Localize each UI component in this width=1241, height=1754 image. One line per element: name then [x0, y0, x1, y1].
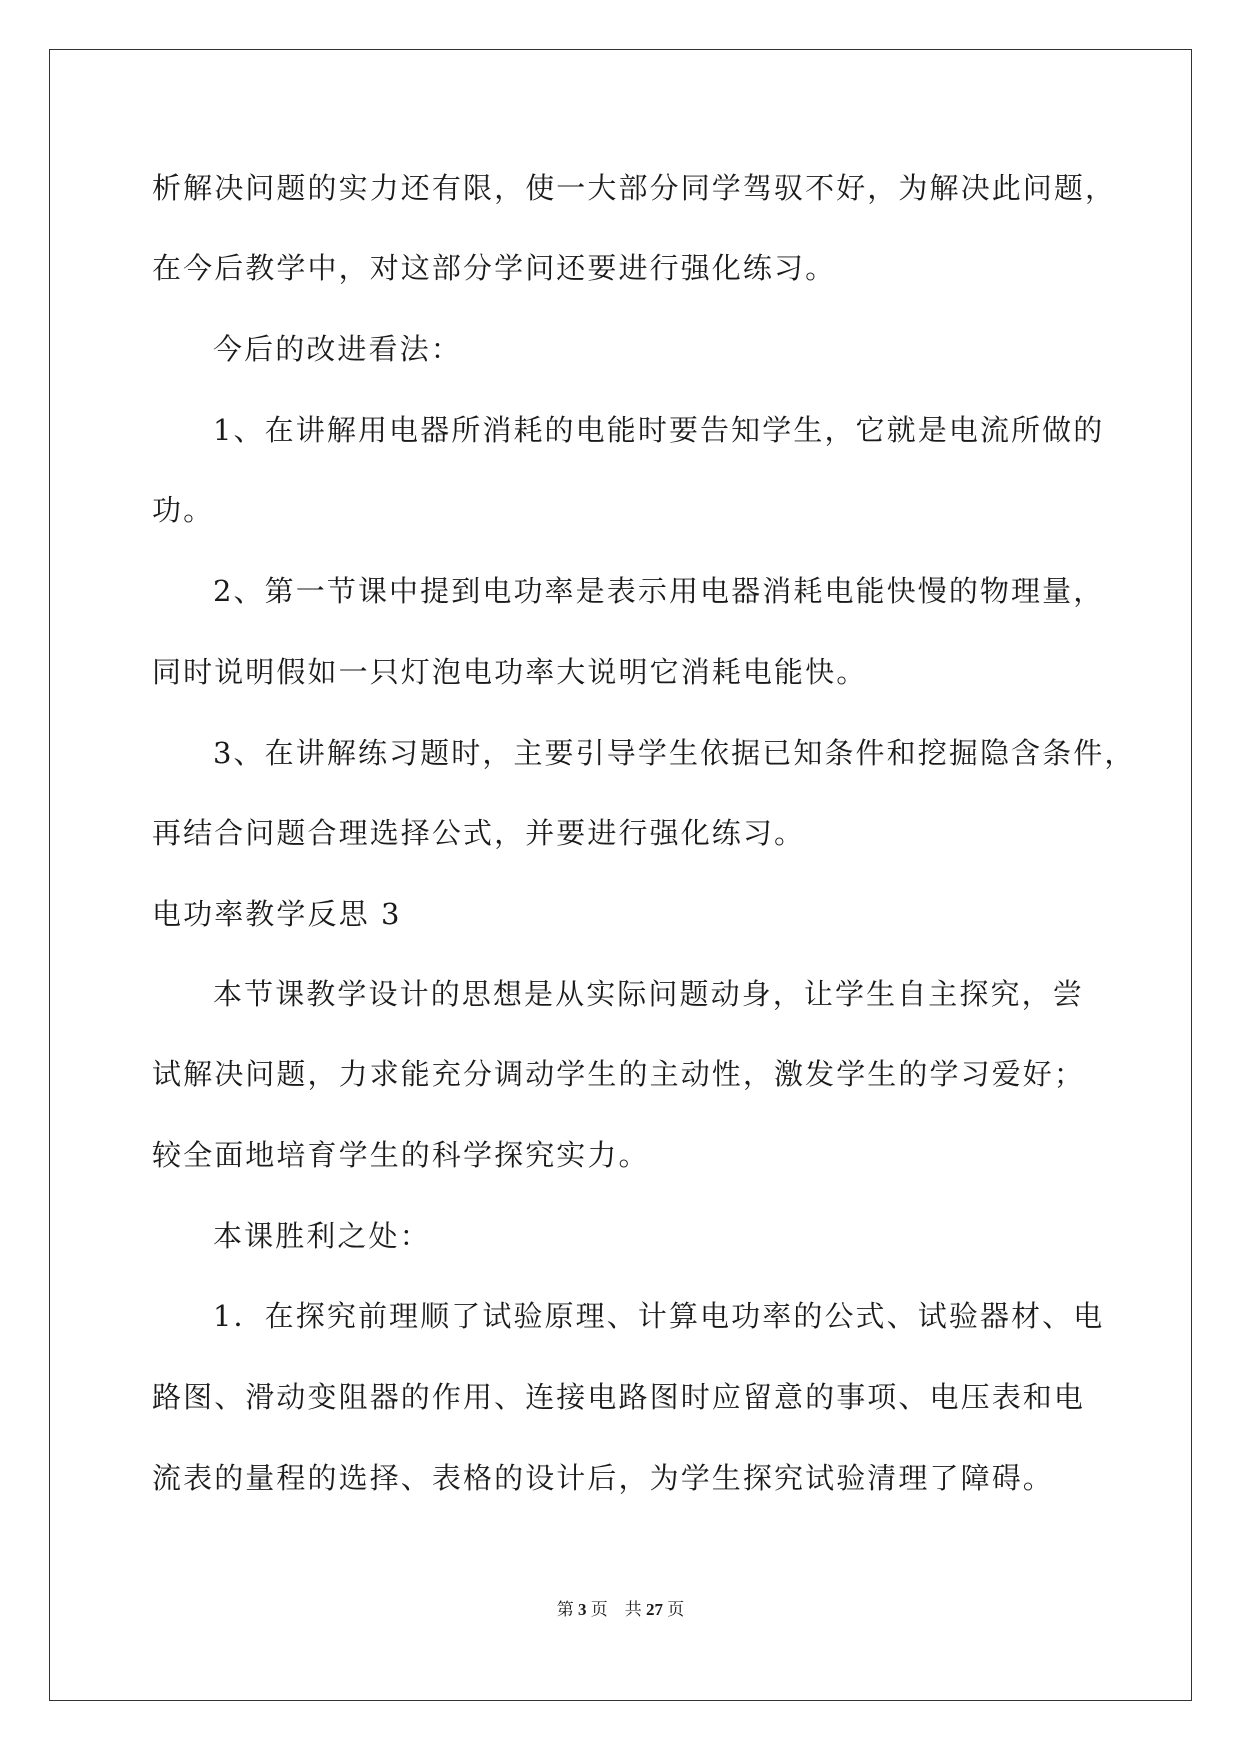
- paragraph-line: 同时说明假如一只灯泡电功率大说明它消耗电能快。: [152, 655, 868, 689]
- paragraph-line: 析解决问题的实力还有限，使一大部分同学驾驭不好，为解决此问题，: [152, 171, 1117, 205]
- footer-total-pages: 27: [646, 1600, 663, 1619]
- footer-page-suffix: 页: [590, 1600, 608, 1619]
- paragraph-line: 本课胜利之处：: [213, 1219, 431, 1253]
- paragraph-line: 流表的量程的选择、表格的设计后，为学生探究试验清理了障碍。: [152, 1461, 1054, 1495]
- footer-total-prefix: 共: [624, 1600, 642, 1619]
- paragraph-line: 路图、滑动变阻器的作用、连接电路图时应留意的事项、电压表和电: [152, 1380, 1086, 1414]
- paragraph-line: 1、在讲解用电器所消耗的电能时要告知学生，它就是电流所做的: [213, 413, 1105, 447]
- section-heading: 电功率教学反思 3: [152, 897, 402, 931]
- footer-page-number: 3: [578, 1600, 587, 1619]
- paragraph-line: 较全面地培育学生的科学探究实力。: [152, 1138, 650, 1172]
- paragraph-line: 3、在讲解练习题时，主要引导学生依据已知条件和挖掘隐含条件，: [213, 736, 1136, 770]
- paragraph-line: 再结合问题合理选择公式，并要进行强化练习。: [152, 816, 806, 850]
- paragraph-line: 功。: [152, 493, 215, 527]
- footer-total-suffix: 页: [667, 1600, 685, 1619]
- page-footer: [0, 1598, 1241, 1622]
- paragraph-line: 本节课教学设计的思想是从实际问题动身，让学生自主探究，尝: [213, 977, 1084, 1011]
- paragraph-line: 2、第一节课中提到电功率是表示用电器消耗电能快慢的物理量，: [213, 574, 1105, 608]
- footer-page-prefix: 第: [556, 1600, 574, 1619]
- paragraph-line: 试解决问题，力求能充分调动学生的主动性，激发学生的学习爱好；: [152, 1057, 1086, 1091]
- paragraph-line: 在今后教学中，对这部分学问还要进行强化练习。: [152, 251, 837, 285]
- paragraph-line: 今后的改进看法：: [213, 332, 462, 366]
- paragraph-line: 1．在探究前理顺了试验原理、计算电功率的公式、试验器材、电: [213, 1299, 1105, 1333]
- page-border: [49, 49, 1192, 1701]
